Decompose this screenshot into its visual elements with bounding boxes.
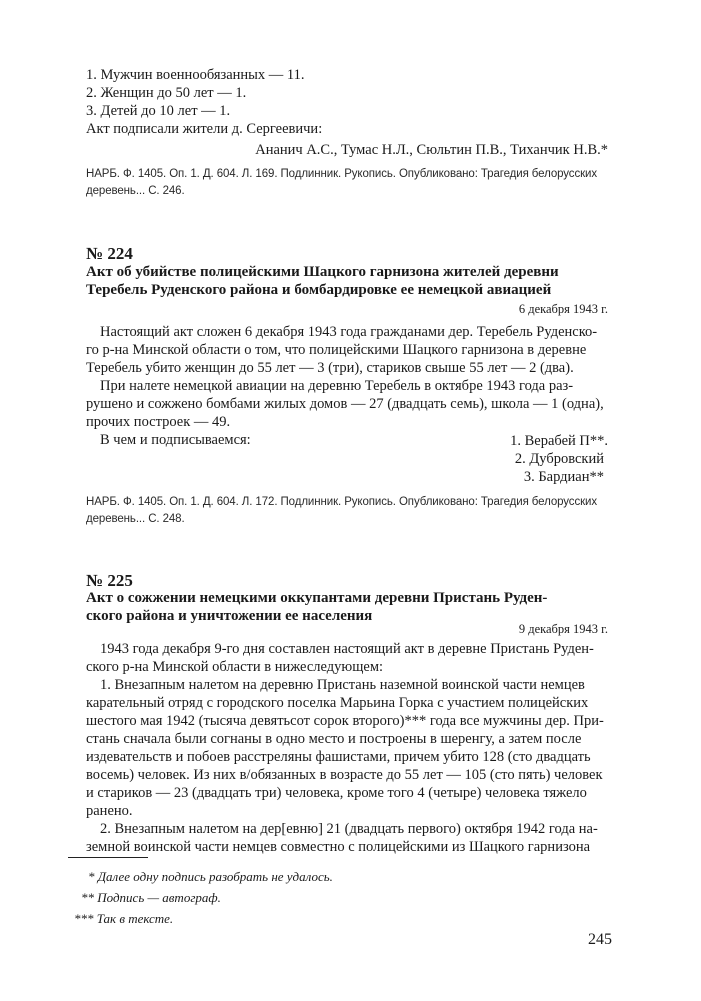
text-line: В чем и подписываемся:: [100, 432, 251, 448]
source-line: деревень... С. 248.: [86, 513, 185, 525]
signatories: Ананич А.С., Тумас Н.Л., Сюльтин П.В., Тиханчик Н.В.*: [255, 142, 608, 158]
footnote: *** Так в тексте.: [74, 911, 174, 926]
signers: [86, 432, 608, 486]
document-date: 6 декабря 1943 г.: [518, 302, 608, 316]
source-line: НАРБ. Ф. 1405. Оп. 1. Д. 604. Л. 169. Подлинник. Рукопись. Опубликовано: Трагедия белорусских: [86, 168, 598, 180]
signer: 2. Дубровский: [514, 451, 604, 467]
text-line: При налете немецкой авиации на деревню Теребель в октябре 1943 года раз-: [100, 378, 574, 394]
document-title: [86, 263, 610, 299]
list-item: 2. Женщин до 50 лет — 1.: [86, 85, 247, 101]
footnote-divider: [68, 857, 148, 858]
text-line: земной воинской части немцев совместно с полицейскими из Шацкого гарнизона: [86, 839, 591, 855]
signed-line: Акт подписали жители д. Сергеевичи:: [86, 121, 323, 137]
footnote: ** Подпись — автограф.: [81, 890, 221, 905]
footnote: * Далее одну подпись разобрать не удалось.: [88, 869, 333, 884]
text-line: 2. Внезапным налетом на дер[евню] 21 (двадцать первого) октября 1942 года на-: [100, 821, 598, 837]
text-line: ранено.: [86, 803, 133, 819]
text-line: и стариков — 23 (двадцать три) человека, кроме того 4 (четыре) человека тяжело: [86, 785, 587, 801]
text-line: 1943 года декабря 9-го дня составлен настоящий акт в деревне Пристань Руден-: [100, 641, 594, 657]
text-line: шестого мая 1942 (тысяча девятьсот сорок второго)*** года все мужчины дер. При-: [86, 713, 604, 729]
body-text: [86, 640, 610, 856]
text-line: издевательств и побоев расстреляны фашистами, причем убито 128 (сто двадцать: [86, 749, 591, 765]
signer: 1. Верабей П**.: [510, 433, 608, 449]
archive-source: [86, 166, 610, 200]
text-line: Теребель убито женщин до 55 лет — 3 (три), стариков свыше 55 лет — 2 (два).: [86, 360, 574, 376]
text-line: стань сначала были согнаны в одно место и построены в шеренгу, а затем после: [86, 731, 582, 747]
list-item: 3. Детей до 10 лет — 1.: [86, 103, 231, 119]
page-number: 245: [588, 931, 612, 948]
text-line: 1. Внезапным налетом на деревню Пристань наземной воинской части немцев: [100, 677, 585, 693]
text-line: восемь) человек. Из них в/обязанных в возрасте до 55 лет — 105 (сто пять) человек: [86, 767, 603, 783]
text-line: ского р-на Минской области в нижеследующем:: [86, 659, 384, 675]
document-title: [86, 589, 610, 625]
document-number: № 224: [86, 244, 133, 263]
source-line: деревень... С. 246.: [86, 185, 185, 197]
archive-source: [86, 494, 610, 528]
title-line: Акт об убийстве полицейскими Шацкого гарнизона жителей деревни: [86, 264, 559, 280]
text-line: го р-на Минской области о том, что полицейскими Шацкого гарнизона в деревне: [86, 342, 587, 358]
title-line: Теребель Руденского района и бомбардировке ее немецкой авиацией: [86, 282, 552, 298]
text-line: Настоящий акт сложен 6 декабря 1943 года гражданами дер. Теребель Руденско-: [100, 324, 598, 340]
title-line: ского района и уничтожении ее населения: [86, 608, 373, 624]
document-number: № 225: [86, 571, 133, 590]
document-date: 9 декабря 1943 г.: [518, 622, 608, 636]
title-line: Акт о сожжении немецкими оккупантами деревни Пристань Руден-: [86, 590, 548, 606]
text-line: прочих построек — 49.: [86, 414, 231, 430]
text-line: рушено и сожжено бомбами жилых домов — 27 (двадцать семь), школа — 1 (одна),: [86, 396, 604, 412]
top-section: [86, 66, 610, 138]
list-item: 1. Мужчин военнообязанных — 11.: [86, 67, 305, 83]
source-line: НАРБ. Ф. 1405. Оп. 1. Д. 604. Л. 172. Подлинник. Рукопись. Опубликовано: Трагедия белорусских: [86, 496, 598, 508]
signer: 3. Бардиан**: [523, 469, 604, 485]
body-text: [86, 323, 610, 449]
text-line: карательный отряд с городского поселка Марьина Горка с участием полицейских: [86, 695, 589, 711]
